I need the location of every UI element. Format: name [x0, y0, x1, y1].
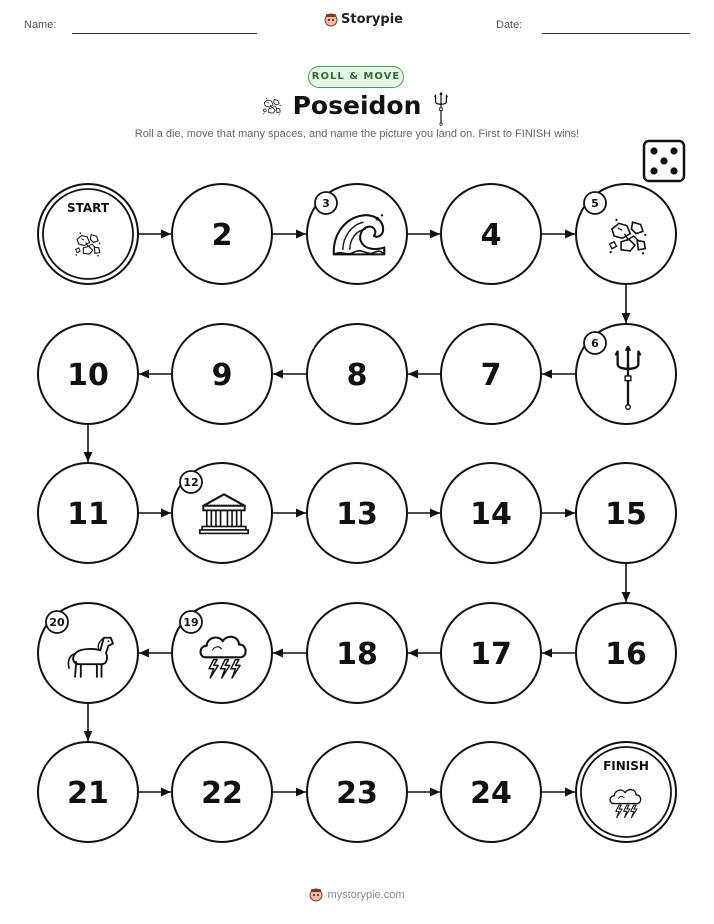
board-space-19: [172, 603, 272, 703]
space-number: 22: [201, 776, 243, 811]
footer: [0, 887, 714, 902]
space-number: 10: [67, 358, 109, 393]
space-number: 16: [605, 637, 647, 672]
space-number: 17: [470, 637, 512, 672]
page-title: Poseidon: [292, 91, 422, 120]
space-number: 9: [211, 358, 233, 393]
board-space-1: [38, 184, 138, 284]
board-space-4: [441, 184, 541, 284]
board-space-8: [307, 324, 407, 424]
board-space-2: [172, 184, 272, 284]
space-number: 2: [211, 218, 233, 253]
date-label: Date:: [496, 19, 523, 31]
board-space-3: [307, 184, 407, 284]
board-space-10: [38, 324, 138, 424]
board-space-24: [441, 742, 541, 842]
board-space-9: [172, 324, 272, 424]
board-space-20: [38, 603, 138, 703]
space-number-badge: 20: [49, 616, 65, 629]
space-number-badge: 3: [322, 197, 330, 210]
board-space-12: [172, 463, 272, 563]
instructions: Roll a die, move that many spaces, and name the picture you land on. First to FINISH wins!: [134, 128, 580, 140]
board-space-17: [441, 603, 541, 703]
board-space-18: [307, 603, 407, 703]
space-number-badge: 6: [591, 337, 599, 350]
space-number: 11: [67, 497, 109, 532]
trident-icon: [434, 92, 447, 125]
space-number: 15: [605, 497, 647, 532]
storypie-mascot-icon: [309, 887, 323, 902]
space-number: 13: [336, 497, 378, 532]
board-space-15: [576, 463, 676, 563]
rocks-icon: [263, 98, 281, 115]
board-space-22: [172, 742, 272, 842]
footer-url: mystorypie.com: [327, 888, 405, 901]
board-space-21: [38, 742, 138, 842]
space-number-badge: 12: [183, 476, 199, 489]
board-space-14: [441, 463, 541, 563]
board-space-23: [307, 742, 407, 842]
space-number: 14: [470, 497, 512, 532]
space-number-badge: 5: [591, 197, 599, 210]
board-space-16: [576, 603, 676, 703]
brand-name: Storypie: [341, 12, 403, 27]
board-space-11: [38, 463, 138, 563]
space-number: 7: [480, 358, 502, 393]
space-number: 23: [336, 776, 378, 811]
space-number: 4: [480, 218, 502, 253]
space-number: 8: [346, 358, 368, 393]
space-number: 18: [336, 637, 378, 672]
board-space-7: [441, 324, 541, 424]
space-number: 21: [67, 776, 109, 811]
board-space-6: [576, 324, 676, 424]
roll-move-badge: ROLL & MOVE: [308, 66, 404, 88]
board-space-25: [576, 742, 676, 842]
space-number-badge: 19: [183, 616, 199, 629]
space-number: 24: [470, 776, 512, 811]
board-space-13: [307, 463, 407, 563]
board-space-5: [576, 184, 676, 284]
finish-label: FINISH: [603, 759, 649, 773]
start-label: START: [66, 201, 110, 215]
die-icon: [644, 141, 684, 181]
name-label: Name:: [24, 19, 57, 31]
